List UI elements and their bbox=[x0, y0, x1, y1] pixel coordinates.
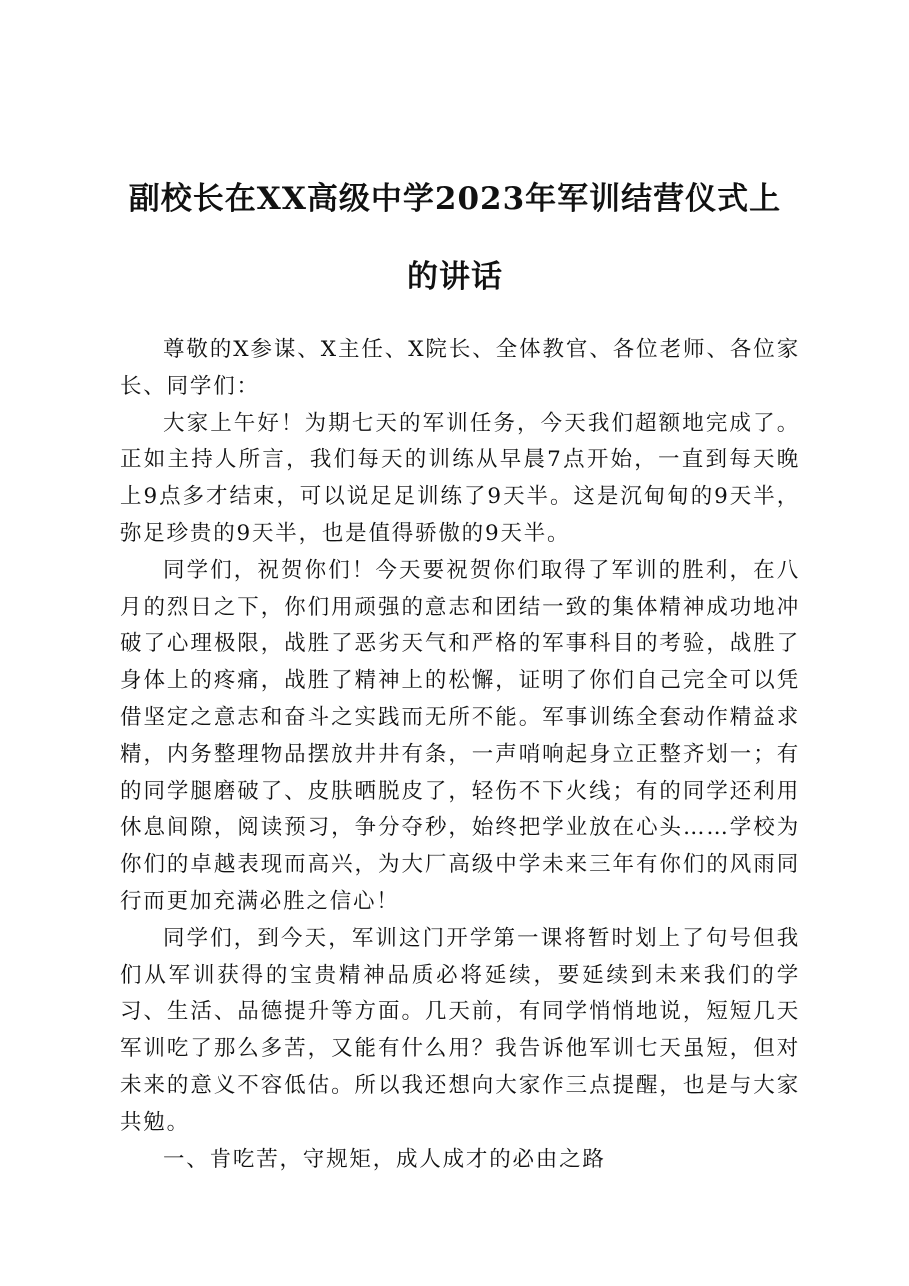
salutation-paragraph: 尊敬的X参谋、X主任、X院长、全体教官、各位老师、各位家长、同学们： bbox=[120, 337, 800, 399]
congratulation-paragraph: 同学们，祝贺你们！今天要祝贺你们取得了军训的胜利，在八月的烈日之下，你们用顽强的意志和团结一致的集体精神成功地冲破了心理极限，战胜了恶劣天气和严格的军事科目的考验，战胜了身体上的疼痛，战胜了精神上的松懈，证明了你们自己完全可以凭借坚定之意志和奋斗之实践而无所不能。军事训练全套动作精益求精，内务整理物品摆放井井有条，一声哨响起身立正整齐划一；有的同学腿磨破了、皮肤晒脱皮了，轻伤不下火线；有的同学还利用休息间隙，阅读预习，争分夺秒，始终把学业放在心头……学校为你们的卓越表现而高兴，为大厂高级中学未来三年有你们的风雨同行而更加充满必胜之信心！ bbox=[120, 557, 800, 914]
document-body bbox=[120, 332, 800, 1178]
document-title bbox=[110, 160, 800, 316]
reflection-paragraph: 同学们，到今天，军训这门开学第一课将暂时划上了句号但我们从军训获得的宝贵精神品质必将延续，要延续到未来我们的学习、生活、品德提升等方面。几天前，有同学悄悄地说，短短几天军训吃了那么多苦，又能有什么用？我告诉他军训七天虽短，但对未来的意义不容低估。所以我还想向大家作三点提醒，也是与大家共勉。 bbox=[120, 925, 800, 1135]
section-heading-1: 一、肯吃苦，守规矩，成人成才的必由之路 bbox=[163, 1146, 606, 1172]
greeting-paragraph: 大家上午好！为期七天的军训任务，今天我们超额地完成了。正如主持人所言，我们每天的训练从早晨7点开始，一直到每天晚上9点多才结束，可以说足足训练了9天半。这是沉甸甸的9天半，弥足珍贵的9天半，也是值得骄傲的9天半。 bbox=[120, 410, 800, 546]
title-line-1: 副校长在XX高级中学2023年军训结营仪式上 bbox=[128, 181, 782, 217]
title-line-2: 的讲话 bbox=[407, 259, 503, 295]
